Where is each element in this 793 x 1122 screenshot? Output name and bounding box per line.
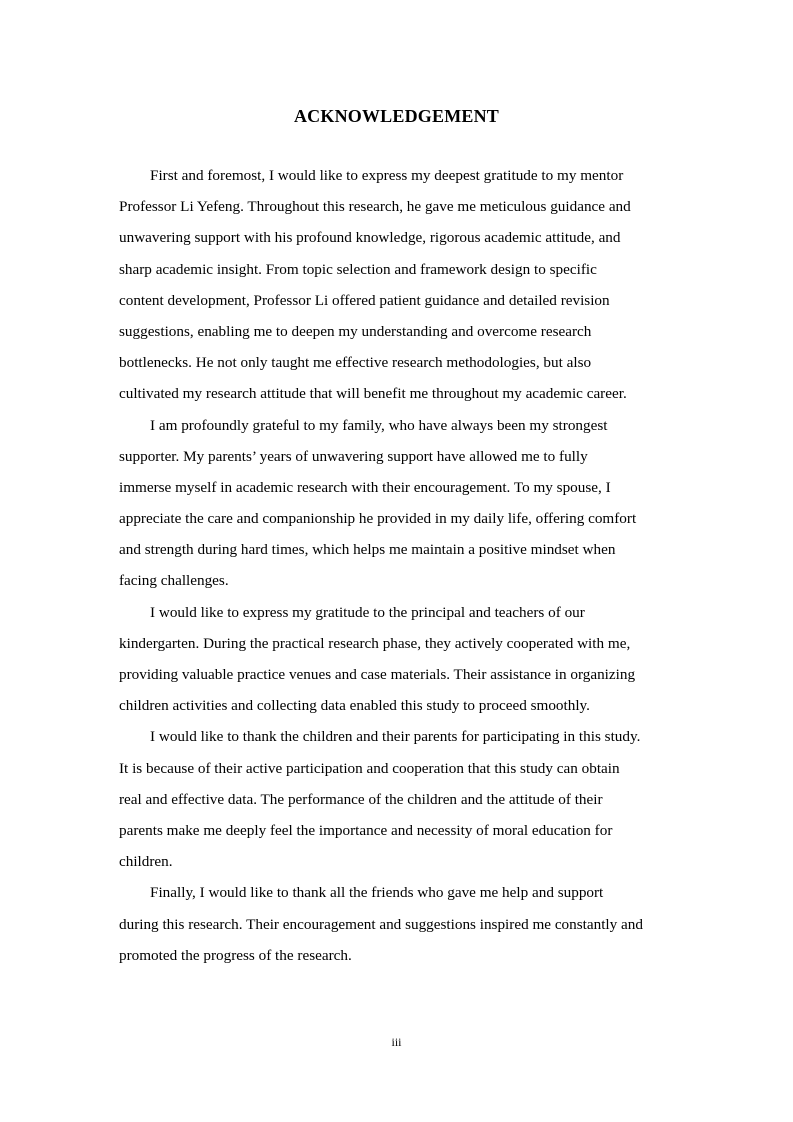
paragraph-4-line-5: children. xyxy=(119,853,173,871)
paragraph-1-line-2: Professor Li Yefeng. Throughout this research, he gave me meticulous guidance and xyxy=(119,198,631,216)
paragraph-2-line-6: facing challenges. xyxy=(119,572,229,590)
paragraph-1-line-8: cultivated my research attitude that will benefit me throughout my academic career. xyxy=(119,385,627,403)
acknowledgement-body xyxy=(119,160,675,971)
paragraph-5-line-3: promoted the progress of the research. xyxy=(119,946,352,964)
paragraph-5-line-1: Finally, I would like to thank all the friends who gave me help and support xyxy=(150,884,604,902)
paragraph-2-line-3: immerse myself in academic research with their encouragement. To my spouse, I xyxy=(119,478,611,496)
paragraph-4-line-2: It is because of their active participation and cooperation that this study can obtain xyxy=(119,759,620,777)
paragraph-3-line-1: I would like to express my gratitude to the principal and teachers of our xyxy=(150,603,585,621)
paragraph-2-line-5: and strength during hard times, which helps me maintain a positive mindset when xyxy=(119,541,616,559)
paragraph-4-line-3: real and effective data. The performance of the children and the attitude of their xyxy=(119,790,603,808)
paragraph-1-line-5: content development, Professor Li offered patient guidance and detailed revision xyxy=(119,291,610,309)
page-title: ACKNOWLEDGEMENT xyxy=(293,106,500,126)
paragraph-2-line-2: supporter. My parents’ years of unwavering support have allowed me to fully xyxy=(119,447,588,465)
paragraph-1-line-6: suggestions, enabling me to deepen my understanding and overcome research xyxy=(119,322,592,340)
paragraph-2-line-1: I am profoundly grateful to my family, who have always been my strongest xyxy=(150,416,608,434)
paragraph-1-line-3: unwavering support with his profound knowledge, rigorous academic attitude, and xyxy=(119,229,621,247)
paragraph-4-line-1: I would like to thank the children and their parents for participating in this study. xyxy=(150,728,641,746)
paragraph-1-line-7: bottlenecks. He not only taught me effective research methodologies, but also xyxy=(119,354,592,372)
paragraph-5-line-2: during this research. Their encouragement and suggestions inspired me constantly and xyxy=(119,915,643,933)
paragraph-3-line-2: kindergarten. During the practical research phase, they actively cooperated with me, xyxy=(119,634,631,652)
paragraph-3-line-3: providing valuable practice venues and case materials. Their assistance in organizing xyxy=(119,666,636,683)
paragraph-3-line-4: children activities and collecting data enabled this study to proceed smoothly. xyxy=(119,697,590,715)
page-number: iii xyxy=(391,1035,402,1049)
paragraph-4-line-4: parents make me deeply feel the importance and necessity of moral education for xyxy=(119,821,613,839)
paragraph-1-line-1: First and foremost, I would like to express my deepest gratitude to my mentor xyxy=(150,167,624,184)
paragraph-2-line-4: appreciate the care and companionship he provided in my daily life, offering comfort xyxy=(119,510,637,528)
paragraph-1-line-4: sharp academic insight. From topic selection and framework design to specific xyxy=(119,260,597,278)
